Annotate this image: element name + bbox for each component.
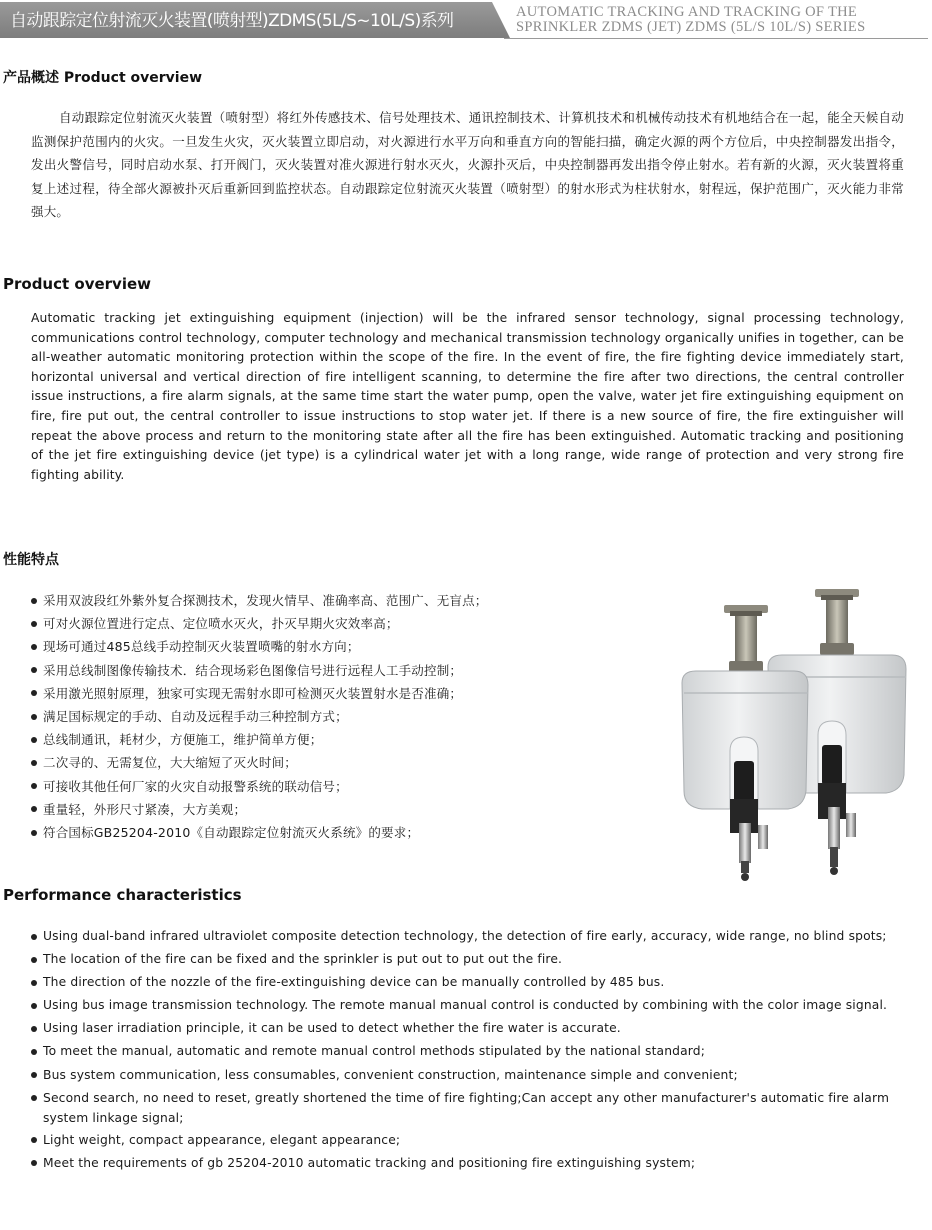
- list-item: 可接收其他任何厂家的火灾自动报警系统的联动信号；: [31, 775, 488, 798]
- list-item: Bus system communication, less consumables, convenient construction, maintenance simple and convenient;: [31, 1064, 906, 1087]
- list-item: Second search, no need to reset, greatly shortened the time of fire fighting;Can accept any other manufacturer's automatic fire alarm system linkage signal;: [31, 1087, 906, 1129]
- list-item: 现场可通过485总线手动控制灭火装置喷嘴的射水方向；: [31, 635, 488, 658]
- header-title-cn: 自动跟踪定位射流灭火装置(喷射型)ZDMS(5L/S~10L/S)系列: [10, 11, 454, 31]
- list-item: The direction of the nozzle of the fire-extinguishing device can be manually controlled by 485 bus.: [31, 971, 906, 994]
- product-image: [670, 585, 920, 885]
- list-item: To meet the manual, automatic and remote manual control methods stipulated by the national standard;: [31, 1040, 906, 1063]
- features-en-heading: Performance characteristics: [3, 886, 242, 904]
- features-en-list: [31, 925, 906, 1175]
- list-item: 采用总线制图像传输技术．结合现场彩色图像信号进行远程人工手动控制；: [31, 659, 488, 682]
- features-cn-heading: 性能特点: [3, 552, 59, 568]
- list-item: Meet the requirements of gb 25204-2010 automatic tracking and positioning fire extinguishing system;: [31, 1152, 906, 1175]
- list-item: 重量轻，外形尺寸紧凑，大方美观；: [31, 798, 488, 821]
- overview-cn-heading: 产品概述 Product overview: [3, 70, 203, 86]
- overview-en-heading: Product overview: [3, 275, 152, 293]
- header-title-en-line2: SPRINKLER ZDMS (JET) ZDMS (5L/S 10L/S) SERIES: [516, 19, 866, 35]
- sprinkler-unit-front: [682, 605, 808, 881]
- overview-cn-body: 自动跟踪定位射流灭火装置（喷射型）将红外传感技术、信号处理技术、通讯控制技术、计算机技术和机械传动技术有机地结合在一起，能全天候自动监测保护范围内的火灾。一旦发生火灾，灭火装置立即启动，对火源进行水平万向和垂直方向的智能扫描，确定火源的两个方位后，中央控制器发出指令，发出火警信号，同时启动水泵、打开阀门，灭火装置对准火源进行射水灭火，火源扑灭后，中央控制器再发出指令停止射水。若有新的火源，灭火装置将重复上述过程，待全部火源被扑灭后重新回到监控状态。自动跟踪定位射流灭火装置（喷射型）的射水形式为柱状射水，射程远，保护范围广，灭火能力非常强大。: [31, 110, 904, 219]
- list-item: Using bus image transmission technology. The remote manual manual control is conducted by combining with the color image signal.: [31, 994, 906, 1017]
- list-item: Using laser irradiation principle, it can be used to detect whether the fire water is accurate.: [31, 1017, 906, 1040]
- list-item: 采用双波段红外紫外复合探测技术，发现火情早、准确率高、范围广、无盲点；: [31, 589, 488, 612]
- list-item: Using dual-band infrared ultraviolet composite detection technology, the detection of fire early, accuracy, wide range, no blind spots;: [31, 925, 906, 948]
- list-item: 二次寻的、无需复位，大大缩短了灭火时间；: [31, 751, 488, 774]
- list-item: 总线制通讯，耗材少，方便施工，维护简单方便；: [31, 728, 488, 751]
- list-item: The location of the fire can be fixed and the sprinkler is put out to put out the fire.: [31, 948, 906, 971]
- list-item: 满足国标规定的手动、自动及远程手动三种控制方式；: [31, 705, 488, 728]
- list-item: 符合国标GB25204-2010《自动跟踪定位射流灭火系统》的要求；: [31, 821, 488, 844]
- page-header: [0, 0, 932, 40]
- list-item: 采用激光照射原理，独家可实现无需射水即可检测灭火装置射水是否准确；: [31, 682, 488, 705]
- features-cn-list: [31, 589, 488, 844]
- overview-en-body: Automatic tracking jet extinguishing equipment (injection) will be the infrared sensor technology, signal processing technology, communications control technology, computer technology and mechanical transmission technology organically unifies in together, can be all-weather automatic monitoring protection within the scope of the fire. In the event of fire, the fire fighting device immediately start, horizontal universal and vertical direction of fire intelligent scanning, to determine the fire after two directions, the central controller issue instructions, a fire alarm signals, at the same time start the water pump, open the valve, water jet fire extinguishing equipment on fire, fire put out, the central controller to issue instructions to stop water jet. If there is a new source of fire, the fire extinguisher will repeat the above process and return to the monitoring state after all the fire has been extinguished. Automatic tracking and positioning of the jet fire extinguishing device (jet type) is a cylindrical water jet with a long range, wide range of protection and very strong fire fighting ability.: [31, 311, 904, 482]
- header-title-en: [516, 5, 926, 35]
- list-item: 可对火源位置进行定点、定位喷水灭火，扑灭早期火灾效率高；: [31, 612, 488, 635]
- header-title-en-line1: AUTOMATIC TRACKING AND TRACKING OF THE: [516, 4, 858, 20]
- header-divider: [504, 38, 928, 39]
- list-item: Light weight, compact appearance, elegant appearance;: [31, 1129, 906, 1152]
